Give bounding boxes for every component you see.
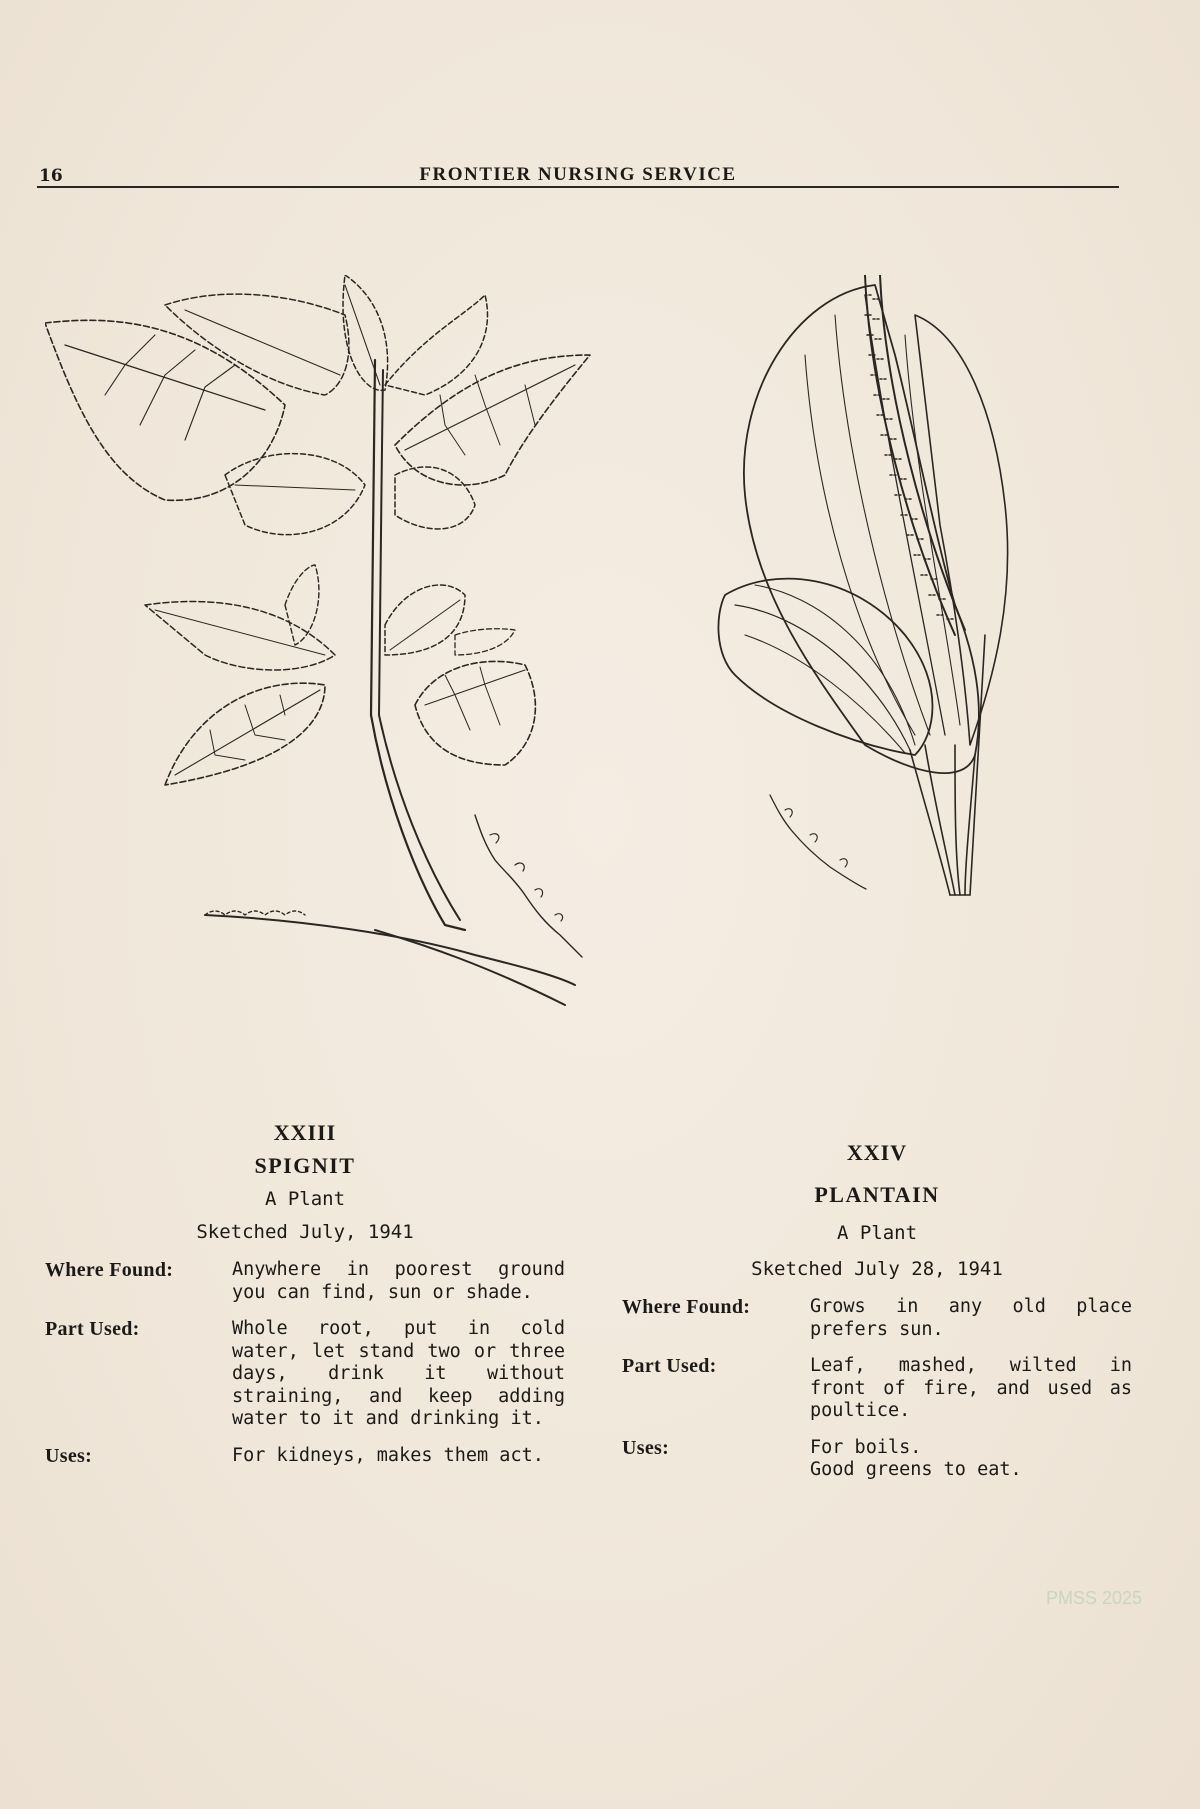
entry-plantain [622, 1140, 1132, 1496]
plant-name: SPIGNIT [254, 1153, 356, 1178]
entry-heading [45, 1120, 565, 1243]
plant-name: PLANTAIN [814, 1182, 940, 1207]
field-row-uses [45, 1445, 565, 1468]
plant-subtitle: A Plant [836, 1222, 918, 1244]
field-label: Uses: [622, 1436, 670, 1459]
archive-watermark: PMSS 2025 [1045, 1588, 1142, 1608]
field-value: Grows in any old place prefers sun. [810, 1296, 1132, 1340]
plant-subtitle: A Plant [264, 1188, 346, 1210]
entry-spignit [45, 1120, 565, 1482]
spignit-illustration [45, 275, 685, 1110]
field-value: For boils. Good greens to eat. [810, 1436, 1022, 1480]
field-label: Where Found: [45, 1259, 174, 1281]
field-label: Part Used: [45, 1318, 140, 1340]
field-value: Leaf, mashed, wilted in front of fire, and used as poultice. [810, 1355, 1132, 1421]
entry-numeral: XXIII [273, 1120, 337, 1145]
field-list [45, 1259, 565, 1468]
field-row-where-found [45, 1259, 565, 1304]
field-value: For kidneys, makes them act. [232, 1444, 544, 1466]
sketched-date: Sketched July, 1941 [196, 1221, 414, 1243]
field-row-part-used [622, 1355, 1132, 1423]
field-list [622, 1296, 1132, 1482]
field-value: Anywhere in poorest ground you can find, sun or shade. [232, 1259, 565, 1303]
field-row-part-used [45, 1318, 565, 1431]
plantain-illustration [715, 275, 1135, 1050]
field-label: Where Found: [622, 1296, 751, 1318]
field-row-uses [622, 1437, 1132, 1482]
page-number: 16 [39, 166, 63, 186]
field-label: Part Used: [622, 1355, 717, 1377]
sketched-date: Sketched July 28, 1941 [751, 1258, 1003, 1280]
field-value: Whole root, put in cold water, let stand two or three days, drink it without straining, and keep adding water to it and drinking it. [232, 1318, 565, 1429]
running-head: FRONTIER NURSING SERVICE [419, 164, 737, 185]
field-label: Uses: [45, 1444, 93, 1467]
page-header [37, 160, 1119, 188]
entry-numeral: XXIV [846, 1140, 908, 1165]
field-row-where-found [622, 1296, 1132, 1341]
entry-heading [622, 1140, 1132, 1280]
